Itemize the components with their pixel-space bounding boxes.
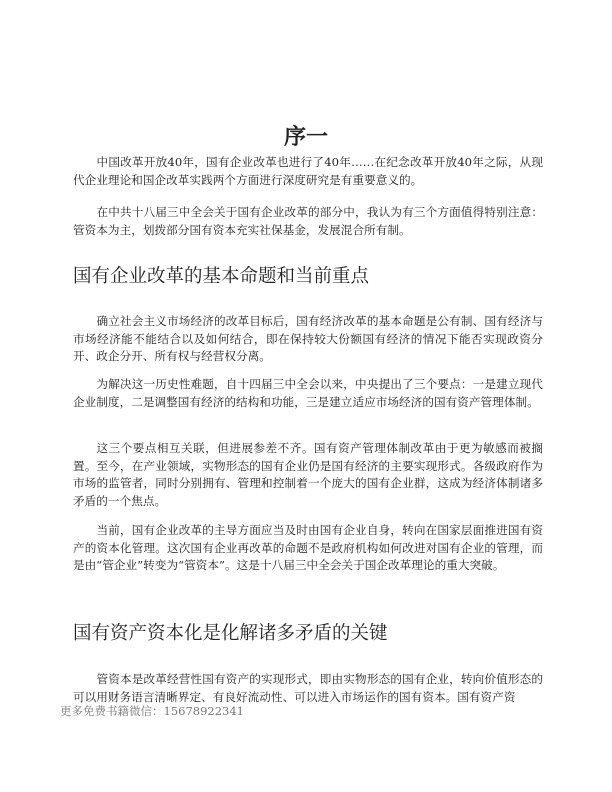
section-heading-capitalization: 国有资产资本化是化解诸多矛盾的关键 bbox=[73, 623, 388, 644]
paragraph-section1-2: 为解决这一历史性难题，自十四届三中全会以来，中央提出了三个要点：一是建立现代企业制度，二是调整国有经济的结构和功能，三是建立适应市场经济的国有资产管理体制。 bbox=[73, 377, 543, 409]
paragraph-section1-4: 当前，国有企业改革的主导方面应当及时由国有企业自身，转向在国家层面推进国有资产的资本化管理。这次国有企业再改革的命题不是政府机构如何改进对国有企业的管理，而是由“管企业”转变为“管资本”。这是十八届三中全会关于国企改革理论的重大突破。 bbox=[73, 523, 543, 573]
watermark-text: 更多免费书籍微信：15678922341 bbox=[60, 704, 244, 718]
paragraph-section1-3: 这三个要点相互关联，但进展参差不齐。国有资产管理体制改革由于更为敏感而被搁置。至今，在产业领域，实物形态的国有企业仍是国有经济的主要实现形式。各级政府作为市场的监管者，同时分别拥有、管理和控制着一个庞大的国有企业群，这成为经济体制诸多矛盾的一个焦点。 bbox=[73, 441, 543, 508]
paragraph-intro-2: 在中共十八届三中全会关于国有企业改革的部分中，我认为有三个方面值得特别注意：管资本为主，划拨部分国有资本充实社保基金，发展混合所有制。 bbox=[73, 205, 543, 237]
paragraph-section1-1: 确立社会主义市场经济的改革目标后，国有经济改革的基本命题是公有制、国有经济与市场经济能不能结合以及如何结合，即在保持较大份额国有经济的情况下能否实现政资分开、政企分开、所有权与经营权分离。 bbox=[73, 314, 543, 364]
paragraph-intro-1: 中国改革开放40年，国有企业改革也进行了40年……在纪念改革开放40年之际，从现代企业理论和国企改革实践两个方面进行深度研究是有重要意义的。 bbox=[73, 155, 543, 187]
paragraph-section2-1: 管资本是改革经营性国有资产的实现形式，即由实物形态的国有企业，转向价值形态的可以用财务语言清晰界定、有良好流动性、可以进入市场运作的国有资本。国有资产资 bbox=[73, 672, 543, 704]
document-title: 序一 bbox=[283, 123, 328, 150]
section-heading-basic-proposition: 国有企业改革的基本命题和当前重点 bbox=[73, 266, 370, 287]
